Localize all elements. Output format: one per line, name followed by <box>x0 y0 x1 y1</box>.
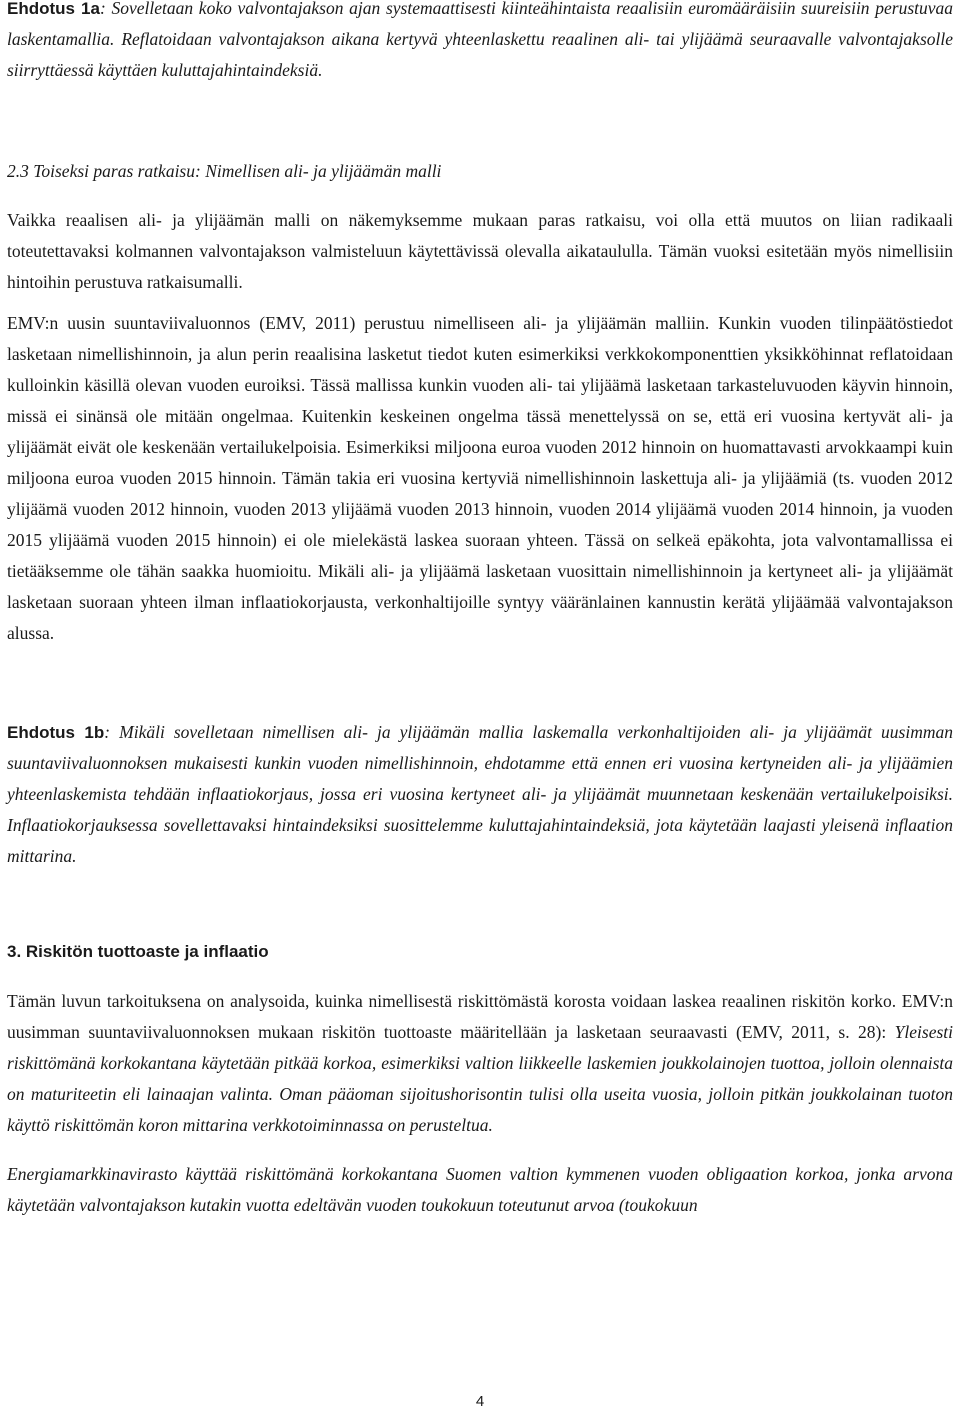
proposal-1b-text: : Mikäli sovelletaan nimellisen ali- ja ylijäämän mallia laskemalla verkonhaltijoiden ali- ja ylijäämät uusimman suuntaviivaluonnoksen mukaisesti kunkin vuoden nimellishinnoin, ehdotamme että ennen eri vuosina kertyneiden ali- ja ylijäämien yhteenlaskemista tehdään inflaatiokorjaus, jossa eri vuosina kertyneet ali- ja ylijäämät muunnetaan keskenään vertailukelpoisiksi. Inflaatiokorjauksessa sovellettavaksi hintaindeksiksi suosittelemme kuluttajahintaindeksiä, jota käytetään laajasti yleisenä inflaation mittarina. <box>7 722 953 866</box>
section-3-paragraph-1-text: Tämän luvun tarkoituksena on analysoida, kuinka nimellisestä riskittömästä korosta voidaan laskea reaalinen riskitön korko. EMV:n uusimman suuntaviivaluonnoksen mukaan riskitön tuottoaste määritellään ja lasketaan seuraavasti (EMV, 2011, s. 28): <box>7 991 953 1042</box>
section-2-3-heading: 2.3 Toiseksi paras ratkaisu: Nimellisen ali- ja ylijäämän malli <box>7 161 442 181</box>
proposal-1a-text: : Sovelletaan koko valvontajakson ajan systemaattisesti kiinteähintaista reaalisiin euromääräisiin suureisiin perustuvaa laskentamallia. Reflatoidaan valvontajakson aikana kertyvä yhteenlaskettu reaalinen ali- tai ylijäämä seuraavalle valvontajaksolle siirryttäessä käyttäen kuluttajahintaindeksiä. <box>7 0 954 80</box>
document-page <box>7 0 953 1221</box>
section-3-paragraph-2: Energiamarkkinavirasto käyttää riskittömänä korkokantana Suomen valtion kymmenen vuoden obligaation korkoa, jonka arvona käytetään valvontajakson kutakin vuotta edeltävän vuoden toukokuun toteutunut arvoa (toukokuun <box>7 1164 953 1215</box>
section-2-3-paragraph-1: Vaikka reaalisen ali- ja ylijäämän malli on näkemyksemme mukaan paras ratkaisu, voi olla että muutos on liian radikaali toteutettavaksi kolmannen valvontajakson valmisteluun käytettävissä olevalla aikataululla. Tämän vuoksi esitetään myös nimellisiin hintoihin perustuva ratkaisumalli. <box>7 210 953 292</box>
proposal-1a <box>7 0 953 86</box>
proposal-1b <box>7 717 953 872</box>
section-2-3-paragraph-2: EMV:n uusin suuntaviivaluonnos (EMV, 2011) perustuu nimelliseen ali- ja ylijäämän malliin. Kunkin vuoden tilinpäätöstiedot lasketaan nimellishinnoin, ja alun perin reaalisina lasketut tiedot kuten esimerkiksi verkkokomponenttien yksikköhinnat reflatoidaan kulloinkin käsillä olevan vuoden euroiksi. Tässä mallissa kunkin vuoden ali- tai ylijäämä lasketaan tarkasteluvuoden käyvin hinnoin, missä ei sinänsä ole mitään ongelmaa. Kuitenkin keskeinen ongelma tässä menettelyssä on se, että eri vuosina kertyvät ali- ja ylijäämät eivät ole keskenään vertailukelpoisia. Esimerkiksi miljoona euroa vuoden 2012 hinnoin on huomattavasti arvokkaampi kuin miljoona euroa vuoden 2015 hinnoin. Tämän takia eri vuosina kertyviä nimellishinnoin laskettuja ali- ja ylijäämiä (ts. vuoden 2012 ylijäämä vuoden 2012 hinnoin, vuoden 2013 ylijäämä vuoden 2013 hinnoin, vuoden 2014 ylijäämä vuoden 2014 hinnoin, ja vuoden 2015 ylijäämä vuoden 2015 hinnoin) ei ole mielekästä laskea suoraan yhteen. Tässä on selkeä epäkohta, jota valvontamallissa ei tietääksemme ole tähän saakka huomioitu. Mikäli ali- ja ylijäämä lasketaan vuosittain nimellishinnoin ja kertyneet ali- ja ylijäämät lasketaan suoraan yhteen ilman inflaatiokorjausta, verkonhaltijoille syntyy vääränlainen kannustin kerätä ylijäämää valvontajakson alussa. <box>7 313 953 643</box>
section-3-quote: Yleisesti riskittömänä korkokantana käytetään pitkää korkoa, esimerkiksi valtion liikkeelle laskemien joukkolainojen tuottoa, jolloin olennaista on maturiteetin eli lainaajan valinta. Oman pääoman sijoitushorisontin tulisi olla useita vuosia, jolloin pitkän joukkolainan tuoton käyttö riskittömän koron mittarina verkkotoiminnassa on perusteltua. <box>7 1022 953 1135</box>
proposal-1b-label: Ehdotus 1b <box>7 723 105 742</box>
section-3-paragraph-1 <box>7 986 953 1141</box>
proposal-1a-label: Ehdotus 1a <box>7 0 100 18</box>
page-number: 4 <box>475 1393 485 1410</box>
section-3-heading: 3. Riskitön tuottoaste ja inflaatio <box>7 942 269 961</box>
